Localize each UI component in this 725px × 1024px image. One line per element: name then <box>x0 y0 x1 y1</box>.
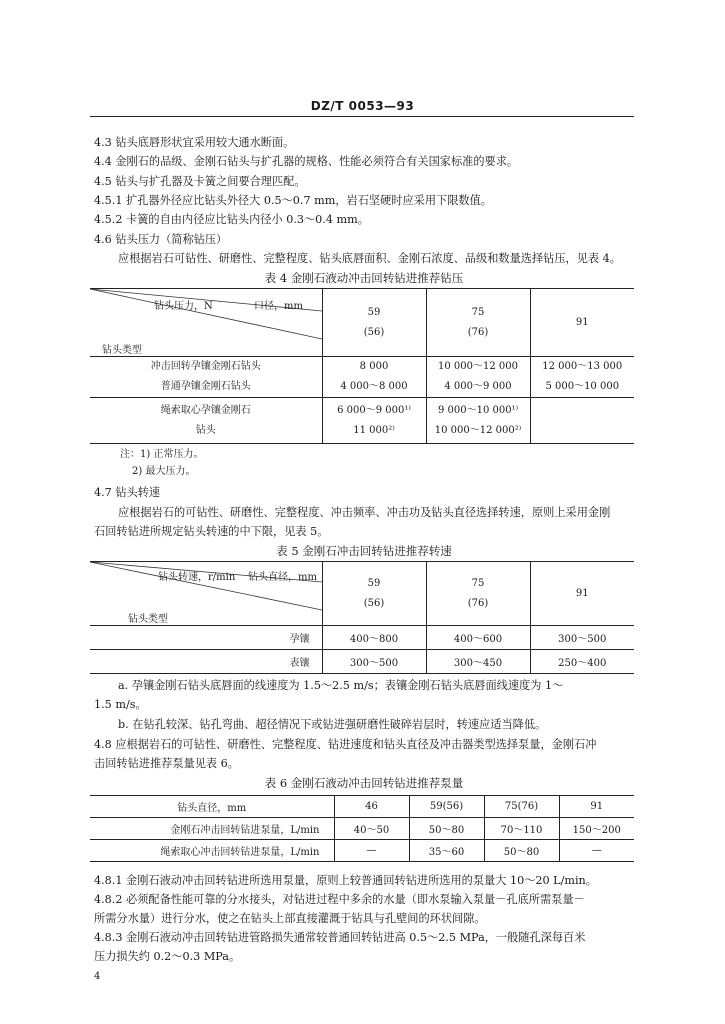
section-4-5: 4.5 钻头与扩孔器及卡簧之间要合理匹配。 <box>94 175 306 188</box>
table-row <box>90 626 634 650</box>
table-4-cell: 9 000～10 000¹⁾ 10 000～12 000²⁾ <box>426 398 530 444</box>
table-5-header-speed: 钻头转速，r/min <box>158 572 236 583</box>
table-5-header-diameter: 钻头直径，mm <box>248 572 317 583</box>
item-b: b. 在钻孔较深、钻孔弯曲、超径情况下或钻进强研磨性破碎岩层时，转速应适当降低。 <box>118 718 547 731</box>
table-6-cell: 150～200 <box>572 825 621 836</box>
section-4-4: 4.4 金刚石的品级、金刚石钻头与扩孔器的规格、性能必须符合有关国家标准的要求。 <box>94 155 519 168</box>
section-4-8-2-line-2: 所需分水量）进行分水，使之在钻头上部直接灌溉于钻具与孔壁间的环状间隙。 <box>94 912 486 925</box>
table-6-cell: 40～50 <box>334 818 409 840</box>
section-4-8-2-line-1: 4.8.2 必须配备性能可靠的分水接头，对钻进过程中多余的水量（即水泵输入泵量－孔底所需泵量－ <box>94 893 585 906</box>
table-5-col-header: 91 <box>575 587 589 599</box>
section-4-6-heading: 4.6 钻头压力（简称钻压） <box>94 233 228 246</box>
table-6-cell: 35～60 <box>409 840 484 862</box>
table-6-cell: — <box>591 845 602 856</box>
table-5-caption: 表 5 金刚石冲击回转钻进推荐转速 <box>276 544 452 558</box>
section-4-8-3-line-2: 压力损失约 0.2～0.3 MPa。 <box>94 950 241 963</box>
section-4-6-paragraph: 应根据岩石可钻性、研磨性、完整程度、钻头底唇面积、金刚石浓度、品级和数量选择钻压，见表 4。 <box>118 252 621 265</box>
table-4-note-1: 注：1) 正常压力。 <box>120 449 204 460</box>
document-code: DZ/T 0053—93 <box>310 99 415 113</box>
section-4-5-1: 4.5.1 扩孔器外径应比钻头外径大 0.5～0.7 mm，岩石坚硬时应采用下限数值。 <box>94 194 492 207</box>
section-4-8-line-2: 击回转钻进推荐泵量见表 6。 <box>94 757 239 770</box>
table-6-header-label: 钻头直径，mm <box>90 796 334 818</box>
table-4-col-header: 75 (76) <box>426 289 530 357</box>
table-4-cell: 10 000～12 000 4 000～9 000 <box>426 357 530 398</box>
section-4-3: 4.3 钻头底唇形状宜采用较大通水断面。 <box>94 136 295 149</box>
table-5-cell: 300～450 <box>426 650 530 674</box>
table-6-cell: 50～80 <box>484 840 559 862</box>
header-rule <box>90 116 634 117</box>
table-5-row-label: 孕镶 <box>90 626 322 650</box>
table-row <box>90 818 634 840</box>
table-4-corner-header <box>90 289 322 357</box>
table-5-header-type: 钻头类型 <box>128 614 168 625</box>
table-5-col-header: 75 (76) <box>426 562 530 626</box>
section-4-8-1: 4.8.1 金刚石液动冲击回转钻进所选用泵量，原则上较普通回转钻进所选用的泵量大 10～20 L/min。 <box>94 874 597 887</box>
table-4-header-pressure: 钻头压力，N <box>154 301 213 312</box>
table-row <box>90 840 634 862</box>
table-4-cell: 6 000～9 000¹⁾ 11 000²⁾ <box>322 398 426 444</box>
table-6 <box>90 795 634 862</box>
table-6-caption: 表 6 金刚石液动冲击回转钻进推荐泵量 <box>264 776 464 790</box>
page-number: 4 <box>94 971 101 982</box>
table-5-cell: 250～400 <box>558 658 607 669</box>
table-4-row-label: 冲击回转孕镶金刚石钻头 普通孕镶金刚石钻头 <box>90 357 322 398</box>
item-a-line-1: a. 孕镶金刚石钻头底唇面的线速度为 1.5～2.5 m/s；表镶金刚石钻头底唇面线速度为 1～ <box>118 679 564 692</box>
table-6-cell: — <box>334 840 409 862</box>
table-6-row-label: 绳索取心冲击回转钻进泵量，L/min <box>90 840 334 862</box>
table-6-col-header: 59(56) <box>409 796 484 818</box>
section-4-8-line-1: 4.8 应根据岩石的可钻性、研磨性、完整程度、钻进速度和钻头直径及冲击器类型选择泵量，金刚石冲 <box>94 738 597 751</box>
table-6-cell: 70～110 <box>484 818 559 840</box>
table-6-cell: 50～80 <box>409 818 484 840</box>
table-5-col-header: 59 (56) <box>322 562 426 626</box>
table-6-col-header: 91 <box>590 801 604 812</box>
table-4-row-label: 绳索取心孕镶金刚石 钻头 <box>90 398 322 444</box>
section-4-7-heading: 4.7 钻头转速 <box>94 486 161 499</box>
table-4-col-header: 59 (56) <box>322 289 426 357</box>
table-row <box>90 650 634 674</box>
table-4-cell-empty <box>530 398 634 444</box>
table-5-cell: 400～800 <box>322 626 426 650</box>
section-4-7-paragraph-line-2: 石回转钻进所规定钻头转速的中下限，见表 5。 <box>94 525 329 538</box>
table-row <box>90 398 634 444</box>
table-5 <box>90 561 634 674</box>
section-4-8-3-line-1: 4.8.3 金刚石液动冲击回转钻进管路损失通常较普通回转钻进高 0.5～2.5 MPa，一般随孔深每百米 <box>94 931 586 944</box>
item-a-line-2: 1.5 m/s。 <box>94 698 147 711</box>
table-row <box>90 357 634 398</box>
table-4-caption: 表 4 金刚石液动冲击回转钻进推荐钻压 <box>264 271 464 285</box>
table-5-cell: 300～500 <box>558 634 607 645</box>
table-4-note-2: 2) 最大压力。 <box>132 466 196 477</box>
section-4-7-paragraph-line-1: 应根据岩石的可钻性、研磨性、完整程度、冲击频率、冲击功及钻头直径选择转速，原则上采用金刚 <box>118 506 611 519</box>
table-5-cell: 300～500 <box>322 650 426 674</box>
table-4-col-header: 91 <box>575 316 589 328</box>
table-6-col-header: 46 <box>334 796 409 818</box>
table-5-cell: 400～600 <box>426 626 530 650</box>
table-6-row-label: 金刚石冲击回转钻进泵量，L/min <box>90 818 334 840</box>
table-6-col-header: 75(76) <box>484 796 559 818</box>
table-4-cell: 12 000～13 000 5 000～10 000 <box>542 361 623 392</box>
section-4-5-2: 4.5.2 卡簧的自由内径应比钻头内径小 0.3～0.4 mm。 <box>94 213 369 226</box>
table-4 <box>90 288 634 444</box>
table-4-header-diameter: 口径，mm <box>254 301 303 312</box>
table-5-corner-header <box>90 562 322 626</box>
table-4-header-type: 钻头类型 <box>102 345 142 356</box>
table-5-row-label: 表镶 <box>90 650 322 674</box>
table-4-cell: 8 000 4 000～8 000 <box>322 357 426 398</box>
